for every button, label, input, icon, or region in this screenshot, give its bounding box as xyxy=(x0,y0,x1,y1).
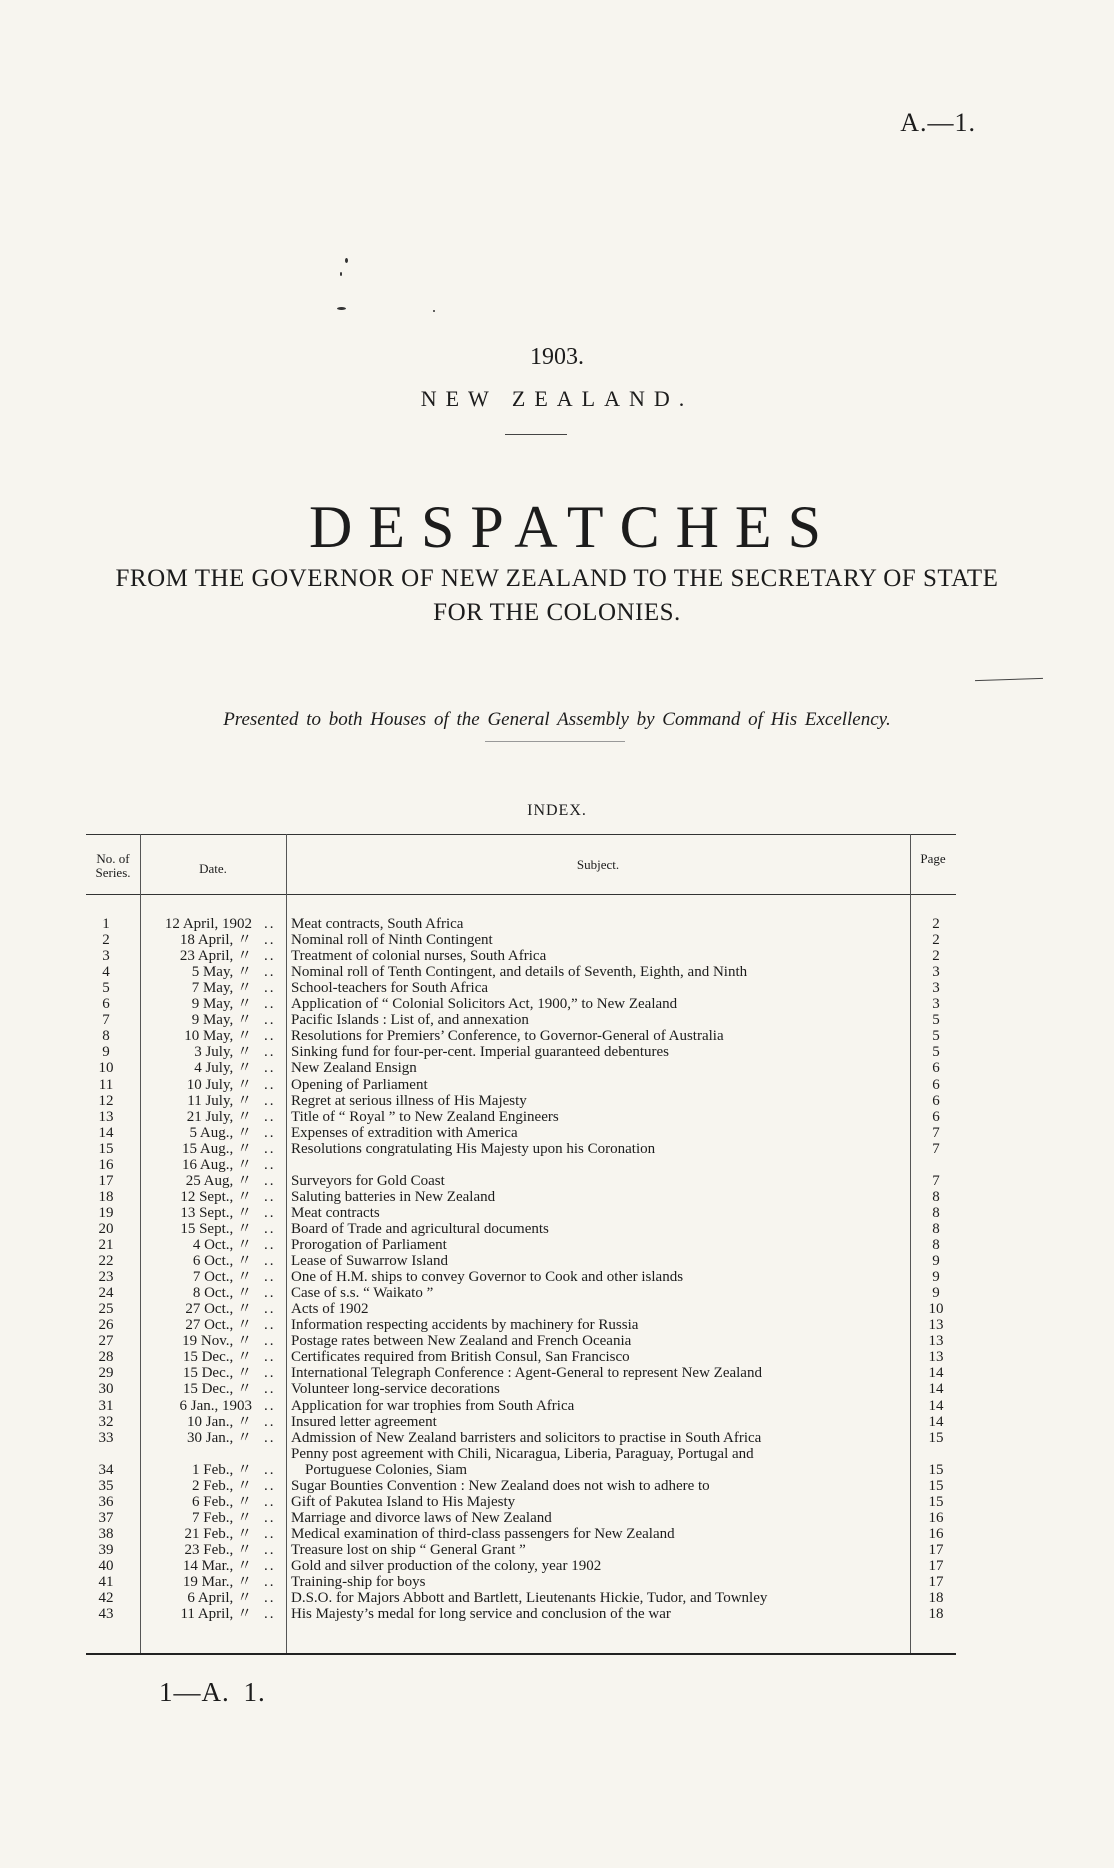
row-subject: Postage rates between New Zealand and French Oceania xyxy=(291,1333,632,1350)
divider xyxy=(505,434,567,435)
leader-dots: .. xyxy=(264,1574,276,1591)
row-number: 33 xyxy=(98,1429,114,1446)
leader-dots: .. xyxy=(264,1381,276,1398)
row-date: 23 Feb., 〃 xyxy=(184,1541,252,1558)
row-number: 7 xyxy=(102,1012,110,1029)
table-row xyxy=(86,996,956,1012)
row-page: 5 xyxy=(932,1044,940,1061)
row-number: 2 xyxy=(102,932,110,949)
row-date: 19 Nov., 〃 xyxy=(182,1333,252,1350)
row-subject: Portuguese Colonies, Siam xyxy=(305,1461,468,1478)
row-subject: Expenses of extradition with America xyxy=(291,1124,518,1141)
row-number: 3 xyxy=(102,948,110,965)
index-title: INDEX. xyxy=(527,802,587,819)
row-number: 16 xyxy=(98,1156,114,1173)
row-page: 13 xyxy=(928,1349,944,1366)
subtitle-line: FOR THE COLONIES. xyxy=(433,599,681,626)
table-row xyxy=(86,1317,956,1333)
row-page: 17 xyxy=(928,1558,944,1574)
table-top-rule xyxy=(86,834,956,835)
leader-dots: .. xyxy=(264,1156,276,1173)
table-row xyxy=(86,1141,956,1157)
row-subject: His Majesty’s medal for long service and conclusion of the war xyxy=(291,1606,671,1623)
row-number: 10 xyxy=(98,1060,114,1077)
country-heading: NEW ZEALAND. xyxy=(420,386,694,411)
row-number: 40 xyxy=(98,1558,114,1574)
ink-speck xyxy=(345,258,348,263)
row-subject: Nominal roll of Tenth Contingent, and details of Seventh, Eighth, and Ninth xyxy=(291,964,748,981)
table-row xyxy=(86,1590,956,1606)
row-subject: Prorogation of Parliament xyxy=(291,1237,447,1253)
row-page: 7 xyxy=(932,1140,940,1157)
row-number: 11 xyxy=(98,1076,114,1093)
divider xyxy=(485,741,625,742)
row-subject: Treasure lost on ship “ General Grant ” xyxy=(291,1541,526,1558)
row-number: 12 xyxy=(98,1092,114,1109)
table-row xyxy=(86,1093,956,1109)
leader-dots: .. xyxy=(264,1220,276,1237)
leader-dots: .. xyxy=(264,1140,276,1157)
row-subject: Opening of Parliament xyxy=(291,1076,428,1093)
leader-dots: .. xyxy=(264,1525,276,1542)
row-subject: Case of s.s. “ Waikato ” xyxy=(291,1285,434,1302)
row-date: 25 Aug, 〃 xyxy=(185,1172,252,1189)
leader-dots: .. xyxy=(264,1477,276,1494)
leader-dots: .. xyxy=(264,1317,276,1334)
table-row xyxy=(86,932,956,948)
row-number: 30 xyxy=(98,1381,114,1398)
table-row xyxy=(86,1253,956,1269)
row-page: 15 xyxy=(928,1493,944,1510)
row-page: 17 xyxy=(928,1541,944,1558)
row-page: 3 xyxy=(932,964,940,981)
row-number: 31 xyxy=(98,1397,114,1414)
row-subject: Gold and silver production of the colony, year 1902 xyxy=(291,1558,602,1574)
leader-dots: .. xyxy=(264,1541,276,1558)
table-row xyxy=(86,1012,956,1028)
leader-dots: .. xyxy=(264,1237,276,1253)
row-date: 12 April, 1902 xyxy=(164,916,252,932)
row-number: 36 xyxy=(98,1493,114,1510)
leader-dots: .. xyxy=(264,1493,276,1510)
ink-speck xyxy=(340,272,342,276)
row-page: 16 xyxy=(928,1509,944,1526)
row-date: 7 Feb., 〃 xyxy=(191,1509,252,1526)
leader-dots: .. xyxy=(264,948,276,965)
row-number: 27 xyxy=(98,1333,114,1350)
row-date: 5 May, 〃 xyxy=(191,964,252,981)
table-row xyxy=(86,1205,956,1221)
row-page: 6 xyxy=(932,1076,940,1093)
row-subject: Application of “ Colonial Solicitors Act, 1900,” to New Zealand xyxy=(291,996,678,1013)
table-row xyxy=(86,1077,956,1093)
row-page: 8 xyxy=(932,1188,940,1205)
row-number: 13 xyxy=(98,1108,114,1125)
row-date: 19 Mar., 〃 xyxy=(182,1574,252,1591)
row-subject: Treatment of colonial nurses, South Africa xyxy=(291,948,547,965)
row-date: 1 Feb., 〃 xyxy=(191,1461,252,1478)
row-date: 4 Oct., 〃 xyxy=(192,1237,252,1253)
row-date: 15 Dec., 〃 xyxy=(182,1381,252,1398)
row-subject: Gift of Pakutea Island to His Majesty xyxy=(291,1493,516,1510)
header-no: No. of Series. xyxy=(95,851,131,880)
row-number: 8 xyxy=(102,1028,110,1045)
row-subject: Nominal roll of Ninth Contingent xyxy=(291,932,493,949)
leader-dots: .. xyxy=(264,1301,276,1318)
leader-dots: .. xyxy=(264,1188,276,1205)
row-date: 6 Feb., 〃 xyxy=(191,1493,252,1510)
row-subject: International Telegraph Conference : Agent-General to represent New Zealand xyxy=(291,1365,762,1382)
leader-dots: .. xyxy=(264,1365,276,1382)
row-subject: Saluting batteries in New Zealand xyxy=(291,1188,496,1205)
row-number: 38 xyxy=(98,1525,114,1542)
row-date: 2 Feb., 〃 xyxy=(191,1477,252,1494)
row-date: 16 Aug., 〃 xyxy=(181,1156,252,1173)
row-page: 8 xyxy=(932,1204,940,1221)
row-date: 30 Jan., 〃 xyxy=(187,1429,252,1446)
leader-dots: .. xyxy=(264,1349,276,1366)
table-row xyxy=(86,1430,956,1446)
table-row xyxy=(86,1398,956,1414)
leader-dots: .. xyxy=(264,1108,276,1125)
row-page: 13 xyxy=(928,1333,944,1350)
table-row xyxy=(86,1301,956,1317)
leader-dots: .. xyxy=(264,1092,276,1109)
leader-dots: .. xyxy=(264,1028,276,1045)
row-number: 6 xyxy=(102,996,110,1013)
row-date: 9 May, 〃 xyxy=(191,1012,252,1029)
row-number: 19 xyxy=(98,1204,114,1221)
pen-mark xyxy=(975,678,1043,681)
table-row xyxy=(86,1173,956,1189)
row-page: 18 xyxy=(928,1606,944,1623)
row-subject: Surveyors for Gold Coast xyxy=(291,1172,445,1189)
leader-dots: .. xyxy=(264,1172,276,1189)
table-row xyxy=(86,1237,956,1253)
table-row xyxy=(86,1510,956,1526)
leader-dots: .. xyxy=(264,1204,276,1221)
header-page: Page xyxy=(920,851,946,866)
leader-dots: .. xyxy=(264,1012,276,1029)
row-date: 10 July, 〃 xyxy=(186,1076,252,1093)
document-title: DESPATCHES xyxy=(309,494,837,560)
row-number: 29 xyxy=(98,1365,114,1382)
ink-speck xyxy=(433,310,435,312)
row-number: 4 xyxy=(102,964,110,981)
row-date: 27 Oct., 〃 xyxy=(185,1317,252,1334)
row-page: 15 xyxy=(928,1477,944,1494)
year: 1903. xyxy=(530,344,584,370)
row-number: 43 xyxy=(98,1606,114,1623)
row-date: 6 April, 〃 xyxy=(187,1590,252,1607)
row-subject: Marriage and divorce laws of New Zealand xyxy=(291,1509,552,1526)
table-row xyxy=(86,1542,956,1558)
row-page: 7 xyxy=(932,1124,940,1141)
leader-dots: .. xyxy=(264,916,276,932)
table-row xyxy=(86,1269,956,1285)
leader-dots: .. xyxy=(264,1060,276,1077)
row-page: 17 xyxy=(928,1574,944,1591)
leader-dots: .. xyxy=(264,980,276,997)
row-date: 7 Oct., 〃 xyxy=(192,1269,252,1286)
table-row xyxy=(86,1285,956,1301)
row-date: 14 Mar., 〃 xyxy=(182,1558,252,1574)
leader-dots: .. xyxy=(264,1558,276,1574)
row-number: 9 xyxy=(102,1044,110,1061)
row-date: 4 July, 〃 xyxy=(194,1060,252,1077)
table-row xyxy=(86,980,956,996)
row-subject: Lease of Suwarrow Island xyxy=(291,1253,449,1270)
row-subject: Volunteer long-service decorations xyxy=(291,1381,500,1398)
row-page: 16 xyxy=(928,1525,944,1542)
row-date: 15 Dec., 〃 xyxy=(182,1349,252,1366)
leader-dots: .. xyxy=(264,1590,276,1607)
row-page: 5 xyxy=(932,1012,940,1029)
leader-dots: .. xyxy=(264,1269,276,1286)
row-number: 34 xyxy=(98,1461,114,1478)
subtitle-line: FROM THE GOVERNOR OF NEW ZEALAND TO THE SECRETARY OF STATE xyxy=(115,565,999,592)
row-subject: School-teachers for South Africa xyxy=(291,980,489,997)
table-row xyxy=(86,1221,956,1237)
row-date: 21 Feb., 〃 xyxy=(184,1525,252,1542)
row-number: 41 xyxy=(98,1574,114,1591)
row-page: 8 xyxy=(932,1237,940,1253)
row-number: 17 xyxy=(98,1172,114,1189)
leader-dots: .. xyxy=(264,932,276,949)
row-date: 7 May, 〃 xyxy=(191,980,252,997)
row-subject: Sugar Bounties Convention : New Zealand does not wish to adhere to xyxy=(291,1477,710,1494)
leader-dots: .. xyxy=(264,1429,276,1446)
row-page: 9 xyxy=(932,1285,940,1302)
row-page: 8 xyxy=(932,1220,940,1237)
row-date: 10 Jan., 〃 xyxy=(187,1413,252,1430)
row-page: 10 xyxy=(928,1301,944,1318)
row-subject: Board of Trade and agricultural documents xyxy=(291,1220,549,1237)
row-subject: New Zealand Ensign xyxy=(291,1060,417,1077)
row-page: 6 xyxy=(932,1108,940,1125)
row-page: 13 xyxy=(928,1317,944,1334)
table-row xyxy=(86,1109,956,1125)
document-reference: A.—1. xyxy=(900,108,976,137)
presented-line: Presented to both Houses of the General Assembly by Command of His Excellency. xyxy=(223,709,891,730)
row-date: 12 Sept., 〃 xyxy=(180,1188,252,1205)
row-date: 6 Jan., 1903 xyxy=(179,1397,252,1414)
row-number: 15 xyxy=(98,1140,114,1157)
row-number: 14 xyxy=(98,1124,114,1141)
table-row xyxy=(86,1189,956,1205)
printer-signature: 1—A. 1. xyxy=(159,1677,266,1707)
header-subject: Subject. xyxy=(576,857,620,872)
row-subject: One of H.M. ships to convey Governor to Cook and other islands xyxy=(291,1269,684,1286)
leader-dots: .. xyxy=(264,1044,276,1061)
row-subject: Resolutions for Premiers’ Conference, to Governor-General of Australia xyxy=(291,1028,724,1045)
row-number: 24 xyxy=(98,1285,114,1302)
table-row xyxy=(86,1333,956,1349)
table-row xyxy=(86,1044,956,1060)
leader-dots: .. xyxy=(264,1606,276,1623)
row-number: 20 xyxy=(98,1220,114,1237)
row-date: 11 April, 〃 xyxy=(180,1606,252,1623)
row-date: 27 Oct., 〃 xyxy=(185,1301,252,1318)
table-row xyxy=(86,1028,956,1044)
table-row xyxy=(86,1494,956,1510)
row-page: 3 xyxy=(932,996,940,1013)
row-subject: Sinking fund for four-per-cent. Imperial guaranteed debentures xyxy=(291,1044,670,1061)
row-page: 2 xyxy=(932,948,940,965)
row-date: 18 April, 〃 xyxy=(179,932,252,949)
row-subject: Meat contracts xyxy=(291,1204,380,1221)
table-row xyxy=(86,1125,956,1141)
row-page: 14 xyxy=(928,1365,944,1382)
row-subject: Penny post agreement with Chili, Nicaragua, Liberia, Paraguay, Portugal and xyxy=(291,1445,754,1462)
row-date: 11 July, 〃 xyxy=(187,1092,252,1109)
leader-dots: .. xyxy=(264,1076,276,1093)
row-date: 8 Oct., 〃 xyxy=(192,1285,252,1302)
table-row xyxy=(86,916,956,932)
table-row xyxy=(86,1526,956,1542)
row-page: 3 xyxy=(932,980,940,997)
row-date: 23 April, 〃 xyxy=(179,948,252,965)
table-row xyxy=(86,1414,956,1430)
row-subject: Acts of 1902 xyxy=(291,1301,369,1318)
row-date: 13 Sept., 〃 xyxy=(180,1204,252,1221)
row-subject: Regret at serious illness of His Majesty xyxy=(291,1092,527,1109)
leader-dots: .. xyxy=(264,1509,276,1526)
leader-dots: .. xyxy=(264,1253,276,1270)
table-row xyxy=(86,1478,956,1494)
row-page: 14 xyxy=(928,1381,944,1398)
leader-dots: .. xyxy=(264,1124,276,1141)
row-number: 35 xyxy=(98,1477,114,1494)
table-row xyxy=(86,1349,956,1365)
document-subtitle xyxy=(0,562,1114,630)
table-row xyxy=(86,1157,956,1173)
table-row xyxy=(86,1558,956,1574)
row-subject: Insured letter agreement xyxy=(291,1413,437,1430)
row-page: 14 xyxy=(928,1413,944,1430)
row-page: 15 xyxy=(928,1429,944,1446)
row-subject: Medical examination of third-class passengers for New Zealand xyxy=(291,1525,675,1542)
row-number: 5 xyxy=(102,980,110,997)
row-page: 9 xyxy=(932,1269,940,1286)
leader-dots: .. xyxy=(264,964,276,981)
row-date: 15 Dec., 〃 xyxy=(182,1365,252,1382)
row-subject: D.S.O. for Majors Abbott and Bartlett, Lieutenants Hickie, Tudor, and Townley xyxy=(291,1590,768,1607)
row-page: 9 xyxy=(932,1253,940,1270)
table-row xyxy=(86,1574,956,1590)
header-date: Date. xyxy=(199,861,227,876)
footer-rule xyxy=(86,1653,956,1655)
leader-dots: .. xyxy=(264,1285,276,1302)
row-subject: Information respecting accidents by machinery for Russia xyxy=(291,1317,639,1334)
row-page: 15 xyxy=(928,1461,944,1478)
ink-speck xyxy=(337,307,346,310)
row-subject: Meat contracts, South Africa xyxy=(291,916,464,932)
row-number: 26 xyxy=(98,1317,114,1334)
row-date: 15 Aug., 〃 xyxy=(181,1140,252,1157)
table-row xyxy=(86,1060,956,1076)
table-row xyxy=(86,1381,956,1397)
row-number: 23 xyxy=(98,1269,114,1286)
table-row xyxy=(86,1462,956,1478)
table-row xyxy=(86,948,956,964)
row-page: 18 xyxy=(928,1590,944,1607)
row-number: 32 xyxy=(98,1413,114,1430)
row-page: 6 xyxy=(932,1060,940,1077)
table-row xyxy=(86,1365,956,1381)
index-table xyxy=(86,834,956,1654)
leader-dots: .. xyxy=(264,1397,276,1414)
row-page: 6 xyxy=(932,1092,940,1109)
row-page: 2 xyxy=(932,932,940,949)
row-date: 9 May, 〃 xyxy=(191,996,252,1013)
row-date: 5 Aug., 〃 xyxy=(189,1124,252,1141)
row-page: 14 xyxy=(928,1397,944,1414)
row-number: 25 xyxy=(98,1301,114,1318)
row-page: 7 xyxy=(932,1172,940,1189)
leader-dots: .. xyxy=(264,996,276,1013)
row-date: 21 July, 〃 xyxy=(186,1108,252,1125)
row-subject: Certificates required from British Consul, San Francisco xyxy=(291,1349,630,1366)
leader-dots: .. xyxy=(264,1333,276,1350)
row-subject: Pacific Islands : List of, and annexation xyxy=(291,1012,529,1029)
row-subject: Admission of New Zealand barristers and solicitors to practise in South Africa xyxy=(291,1429,762,1446)
header-rule xyxy=(86,894,956,895)
row-date: 3 July, 〃 xyxy=(194,1044,252,1061)
row-subject: Title of “ Royal ” to New Zealand Engineers xyxy=(291,1108,559,1125)
row-subject: Resolutions congratulating His Majesty upon his Coronation xyxy=(291,1140,656,1157)
leader-dots: .. xyxy=(264,1413,276,1430)
row-subject: Training-ship for boys xyxy=(291,1574,426,1591)
row-number: 18 xyxy=(98,1188,114,1205)
row-number: 1 xyxy=(102,916,110,932)
table-row xyxy=(86,964,956,980)
row-page: 5 xyxy=(932,1028,940,1045)
row-subject: Application for war trophies from South Africa xyxy=(291,1397,575,1414)
row-number: 22 xyxy=(98,1253,114,1270)
table-row xyxy=(86,1606,956,1622)
leader-dots: .. xyxy=(264,1461,276,1478)
row-number: 39 xyxy=(98,1541,114,1558)
row-date: 10 May, 〃 xyxy=(184,1028,252,1045)
row-date: 6 Oct., 〃 xyxy=(192,1253,252,1270)
row-page: 2 xyxy=(932,916,940,932)
row-number: 42 xyxy=(98,1590,114,1607)
row-number: 37 xyxy=(98,1509,114,1526)
table-row xyxy=(86,1446,956,1462)
row-number: 21 xyxy=(98,1237,114,1253)
row-date: 15 Sept., 〃 xyxy=(180,1220,252,1237)
row-number: 28 xyxy=(98,1349,114,1366)
